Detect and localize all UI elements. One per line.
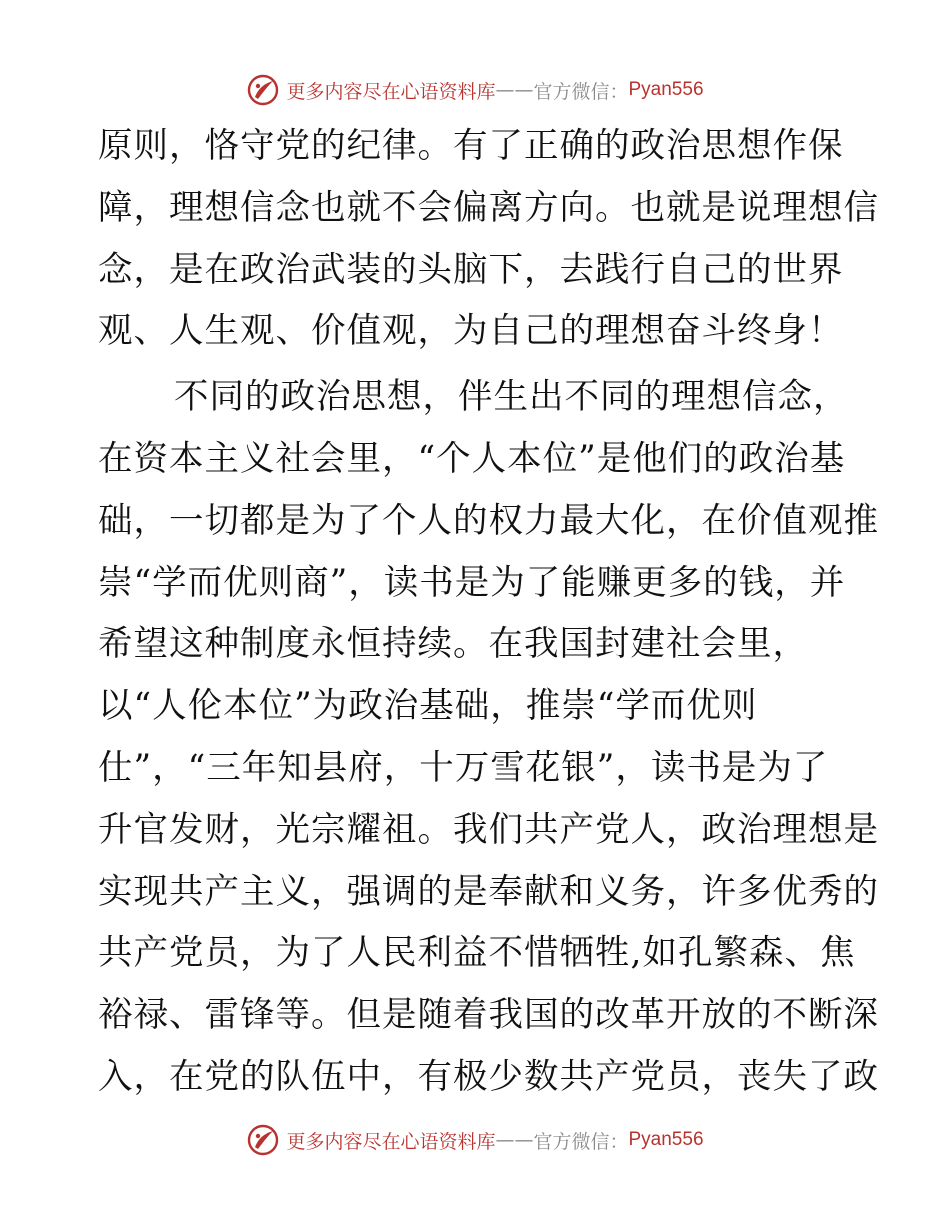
- text-line: 观、人生观、价值观，为自己的理想奋斗终身！: [98, 311, 844, 352]
- header-banner: [0, 70, 950, 110]
- brand-logo-icon: [246, 73, 280, 107]
- text-line: 仕”，“三年知县府，十万雪花银”，读书是为了: [98, 747, 829, 788]
- brand-logo-icon: [246, 1123, 280, 1157]
- text-line: 升官发财，光宗耀祖。我们共产党人，政治理想是: [98, 809, 879, 850]
- banner-text: 更多内容尽在心语资料库: [286, 80, 496, 103]
- banner-wechat-id: Pyan556: [628, 79, 704, 100]
- paragraph: [98, 116, 879, 363]
- banner-text: 更多内容尽在心语资料库: [286, 1130, 496, 1153]
- text-line: 以“人伦本位”为政治基础，推崇“学而优则: [98, 686, 758, 727]
- text-line: 希望这种制度永恒持续。在我国封建社会里，: [98, 624, 808, 665]
- text-line: 不同的政治思想，伴生出不同的理想信念，: [174, 377, 849, 418]
- banner-separator: ——: [495, 1129, 534, 1151]
- banner-wechat-id: Pyan556: [628, 1129, 704, 1150]
- paragraph: [98, 367, 879, 1109]
- text-line: 入，在党的队伍中，有极少数共产党员，丧失了政: [98, 1056, 879, 1097]
- text-line: 障，理想信念也就不会偏离方向。也就是说理想信: [98, 187, 879, 228]
- text-line: 原则，恪守党的纪律。有了正确的政治思想作保: [98, 126, 844, 166]
- text-line: 念，是在政治武装的头脑下，去践行自己的世界: [98, 249, 844, 290]
- banner-wechat-label: 官方微信：: [533, 1130, 629, 1153]
- text-line: 裕禄、雷锋等。但是随着我国的改革开放的不断深: [98, 995, 879, 1036]
- text-line: 崇“学而优则商”，读书是为了能赚更多的钱，并: [98, 562, 846, 603]
- document-body: [98, 116, 879, 1109]
- banner-wechat-label: 官方微信：: [533, 80, 629, 103]
- text-line: 础，一切都是为了个人的权力最大化，在价值观推: [98, 500, 879, 541]
- banner-separator: ——: [495, 79, 534, 101]
- text-line: 实现共产主义，强调的是奉献和义务，许多优秀的: [98, 871, 879, 912]
- text-line: 在资本主义社会里，“个人本位”是他们的政治基: [98, 438, 846, 479]
- footer-banner: [0, 1120, 950, 1160]
- text-line: 共产党员，为了人民利益不惜牺牲,如孔繁森、焦: [98, 933, 856, 974]
